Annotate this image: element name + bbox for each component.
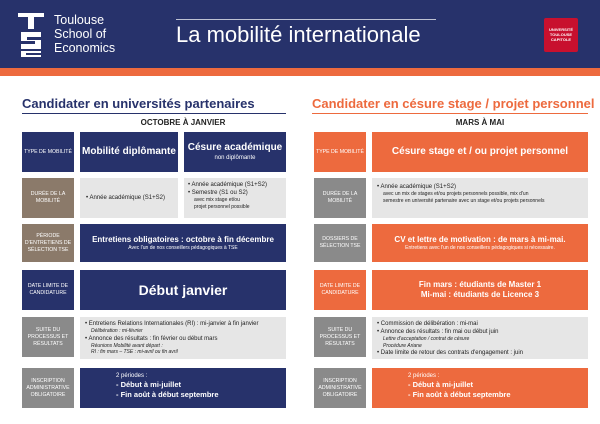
inscription-period-1-left: - Début à mi-juillet	[116, 380, 286, 390]
suite-line-2: • Annonce des résultats : fin février ou début mars	[85, 335, 281, 343]
suite-sub-1: Délibération : mi-février	[91, 328, 143, 334]
type-cesure-academique	[184, 132, 286, 172]
duree-cesure-stage	[372, 178, 588, 218]
entretiens-sub: Avec l'un de nos conseillers pédagogiques à TSE	[128, 244, 238, 251]
label-inscription-left: INSCRIPTION ADMINISTRATIVE OBLIGATOIRE	[22, 368, 74, 408]
date-limite-text: Début janvier	[138, 282, 228, 298]
inscription-intro-right: 2 périodes :	[408, 373, 440, 379]
inscription-intro-left: 2 périodes :	[116, 373, 148, 379]
suite-sub-3: RI : fin mars – TSE : mi-avril ou fin avril	[91, 349, 178, 355]
tse-logo-icon	[18, 13, 44, 57]
inscription-block-left	[80, 368, 286, 408]
duree-cesure-sub-1: avec mix stage et/ou	[194, 197, 240, 203]
duree-cesure-line-1: • Année académique (S1+S2)	[188, 181, 282, 189]
type-cesure-stage	[372, 132, 588, 172]
orange-band	[0, 68, 600, 76]
label-inscription-right: INSCRIPTION ADMINISTRATIVE OBLIGATOIRE	[314, 368, 366, 408]
duree-diplomante-text: • Année académique (S1+S2)	[86, 194, 165, 202]
label-suite-right: SUITE DU PROCESSUS ET RÉSULTATS	[314, 317, 366, 357]
label-duree-right: DURÉE DE LA MOBILITÉ	[314, 178, 366, 218]
inscription-period-1-right: - Début à mi-juillet	[408, 380, 588, 390]
date-limite-block	[80, 270, 286, 310]
label-suite-left: SUITE DU PROCESSUS ET RÉSULTATS	[22, 317, 74, 357]
suite-sub-2: Réunions Mobilité avant départ :	[91, 342, 163, 349]
suite-block	[80, 317, 286, 359]
date-licence: Mi-mai : étudiants de Licence 3	[420, 290, 540, 299]
duree-cesure-academique	[184, 178, 286, 218]
inscription-period-2-left: - Fin août à début septembre	[116, 390, 286, 400]
type-diplomante	[80, 132, 178, 172]
right-section-rule	[312, 113, 588, 114]
dossiers-text: CV et lettre de motivation : de mars à mi-mai.	[394, 234, 566, 244]
duree-cesure-line-2: • Semestre (S1 ou S2)	[188, 189, 282, 197]
label-periode-left: PÉRIODE D'ENTRETIENS DE SÉLECTION TSE	[22, 224, 74, 262]
suite-right-sub-2: Procédure Ariane	[383, 342, 422, 349]
entretiens-block	[80, 224, 286, 262]
suite-right-line-2: • Annonce des résultats : fin mai ou début juin	[377, 328, 583, 336]
label-date-left: DATE LIMITE DE CANDIDATURE	[22, 270, 74, 310]
type-cesure-title: Césure académique	[187, 142, 283, 153]
title-rule	[176, 19, 436, 20]
label-date-right: DATE LIMITE DE CANDIDATURE	[314, 270, 366, 310]
left-period: OCTOBRE À JANVIER	[140, 118, 226, 127]
date-master: Fin mars : étudiants de Master 1	[418, 280, 542, 289]
label-dossiers-right: DOSSIERS DE SÉLECTION TSE	[314, 224, 366, 262]
right-period: MARS À MAI	[455, 118, 505, 127]
ut-capitole-logo-text: UNIVERSITÉ TOULOUSE CAPITOLE	[548, 27, 573, 42]
type-cesure-stage-text: Césure stage et / ou projet personnel	[391, 146, 569, 157]
type-diplomante-text: Mobilité diplômante	[82, 146, 176, 157]
right-section-title: Candidater en césure stage / projet personnel	[312, 96, 595, 111]
duree-stage-text: • Année académique (S1+S2)	[377, 183, 583, 191]
dossiers-sub: Entretiens avec l'un de nos conseillers pédagogiques si nécessaire.	[405, 244, 555, 251]
type-cesure-sub: non diplômante	[214, 155, 256, 161]
date-limite-right	[372, 270, 588, 310]
inscription-block-right	[372, 368, 588, 408]
suite-right-line-1: • Commission de délibération : mi-mai	[377, 320, 583, 328]
duree-diplomante	[80, 178, 178, 218]
page-title: La mobilité internationale	[176, 22, 421, 47]
label-type-left: TYPE DE MOBILITÉ	[22, 132, 74, 172]
dossiers-block	[372, 224, 588, 262]
suite-block-right	[372, 317, 588, 359]
school-name-line: School of	[54, 27, 107, 41]
school-name-line: Economics	[54, 41, 116, 55]
ut-capitole-logo	[544, 18, 578, 52]
duree-stage-sub-1: avec un mix de stages et/ou projets personnels possible, mix d'un	[383, 191, 529, 197]
label-duree-left: DURÉE DE LA MOBILITÉ	[22, 178, 74, 218]
duree-stage-sub-2: semestre en université partenaire avec un stage et/ou projets personnels	[383, 197, 545, 204]
duree-cesure-sub-2: projet personnel possible	[194, 203, 250, 210]
school-name	[54, 13, 115, 55]
school-name-line: Toulouse	[54, 13, 105, 27]
left-section-rule	[22, 113, 286, 114]
entretiens-text: Entretiens obligatoires : octobre à fin décembre	[92, 234, 274, 244]
label-type-right: TYPE DE MOBILITÉ	[314, 132, 366, 172]
left-section-title: Candidater en universités partenaires	[22, 96, 255, 111]
inscription-period-2-right: - Fin août à début septembre	[408, 390, 588, 400]
suite-line-1: • Entretiens Relations Internationales (RI) : mi-janvier à fin janvier	[85, 320, 281, 328]
suite-right-sub-1: Lettre d'acceptation / contrat de césure	[383, 336, 470, 342]
suite-right-line-3: • Date limite de retour des contrats d'engagement : juin	[377, 349, 583, 357]
